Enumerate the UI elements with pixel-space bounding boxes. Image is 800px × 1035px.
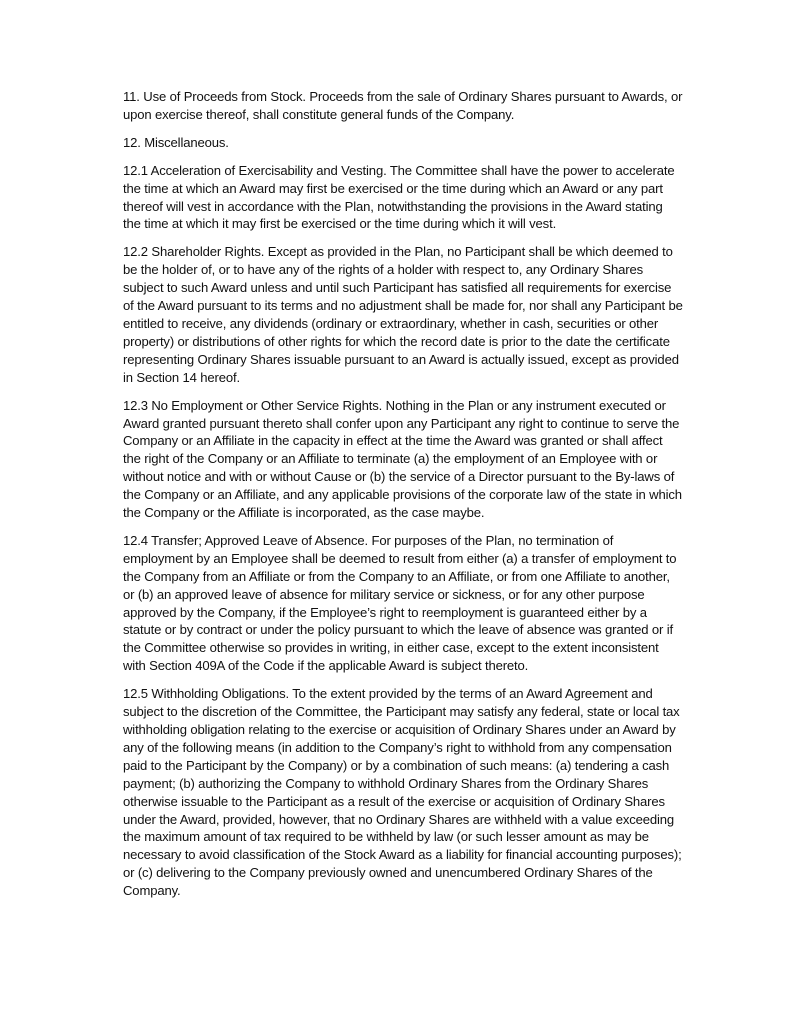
section-12-miscellaneous-heading: 12. Miscellaneous.	[123, 134, 229, 150]
section-12-1-acceleration: 12.1 Acceleration of Exercisability and Vesting. The Committee shall have the power to accelerate the time at which an Award may first be exercised or the time during which an Award or any part thereof will vest in accordance with the Plan, notwithstanding the provisions in the Award stating the time at which it may first be exercised or the time during which it will vest.	[123, 162, 675, 232]
section-12-2-shareholder-rights: 12.2 Shareholder Rights. Except as provided in the Plan, no Participant shall be which deemed to be the holder of, or to have any of the rights of a holder with respect to, any Ordinary Shares subject to such Award unless and until such Participant has satisfied all requirements for exercise of the Award pursuant to its terms and no adjustment shall be made for, nor shall any Participant be entitled to receive, any dividends (ordinary or extraordinary, whether in cash, securities or other property) or distributions of other rights for which the record date is prior to the date the certificate representing Ordinary Shares issuable pursuant to an Award is actually issued, except as provided in Section 14 hereof.	[123, 244, 683, 385]
section-12-3-no-employment-rights: 12.3 No Employment or Other Service Rights. Nothing in the Plan or any instrument executed or Award granted pursuant thereto shall confer upon any Participant any right to continue to serve the Company or an Affiliate in the capacity in effect at the time the Award was granted or shall affect the right of the Company or an Affiliate to terminate (a) the employment of an Employee with or without notice and with or without Cause or (b) the service of a Director pursuant to the By-laws of the Company or an Affiliate, and any applicable provisions of the corporate law of the state in which the Company or the Affiliate is incorporated, as the case maybe.	[123, 397, 682, 521]
document-body	[123, 88, 683, 910]
section-12-4-transfer-leave: 12.4 Transfer; Approved Leave of Absence. For purposes of the Plan, no termination of employment by an Employee shall be deemed to result from either (a) a transfer of employment to the Company from an Affiliate or from the Company to an Affiliate, or from one Affiliate to another, or (b) an approved leave of absence for military service or sickness, or for any other purpose approved by the Company, if the Employee’s right to reemployment is guaranteed either by a statute or by contract or under the policy pursuant to which the leave of absence was granted or if the Committee otherwise so provides in writing, in either case, except to the extent inconsistent with Section 409A of the Code if the applicable Award is subject thereto.	[123, 532, 677, 674]
section-12-5-withholding-obligations: 12.5 Withholding Obligations. To the extent provided by the terms of an Award Agreement and subject to the discretion of the Committee, the Participant may satisfy any federal, state or local tax withholding obligation relating to the exercise or acquisition of Ordinary Shares under an Award by any of the following means (in addition to the Company’s right to withhold from any compensation paid to the Participant by the Company) or by a combination of such means: (a) tendering a cash payment; (b) authorizing the Company to withhold Ordinary Shares from the Ordinary Shares otherwise issuable to the Participant as a result of the exercise or acquisition of Ordinary Shares under the Award, provided, however, that no Ordinary Shares are withheld with a value exceeding the maximum amount of tax required to be withheld by law (or such lesser amount as may be necessary to avoid classification of the Stock Award as a liability for financial accounting purposes); or (c) delivering to the Company previously owned and unencumbered Ordinary Shares of the Company.	[123, 686, 682, 899]
section-11-use-of-proceeds: 11. Use of Proceeds from Stock. Proceeds from the sale of Ordinary Shares pursuant to Awards, or upon exercise thereof, shall constitute general funds of the Company.	[123, 89, 683, 122]
